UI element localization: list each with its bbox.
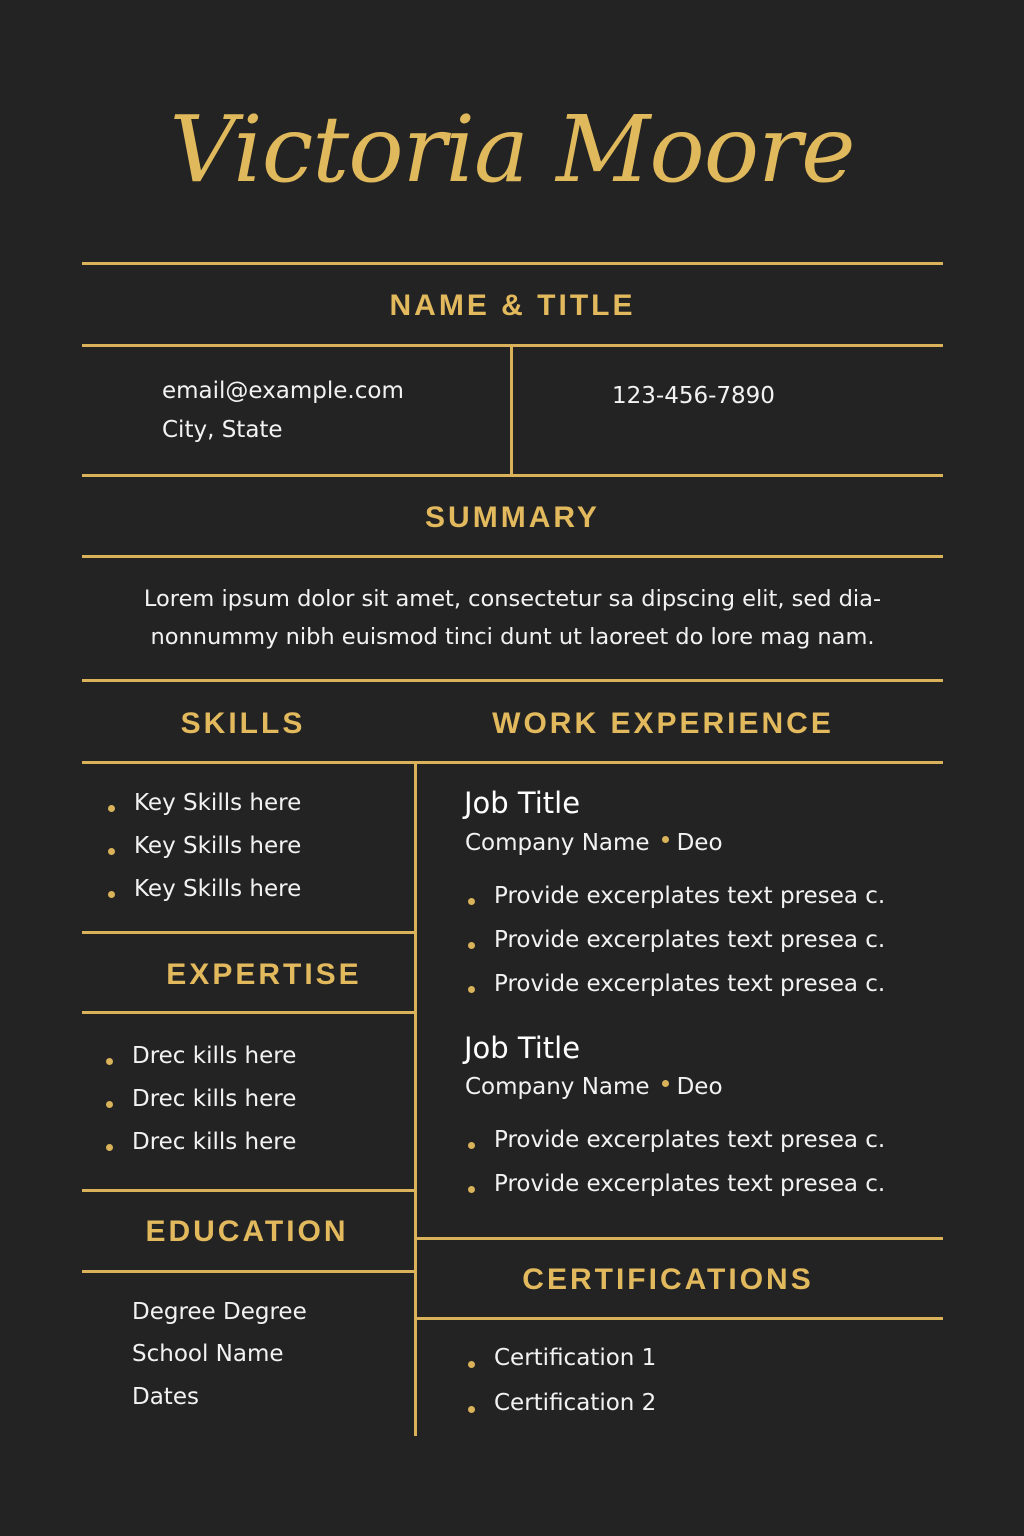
bullet-icon [468, 1186, 475, 1193]
divider-top [82, 262, 943, 265]
contact-phone: 123-456-7890 [612, 383, 775, 409]
divider-certifications-top [416, 1237, 943, 1240]
contact-email: email@example.com [162, 378, 404, 404]
summary-line-1: Lorem ipsum dolor sit amet, consectetur sa dipscing elit, sed dia- [143, 586, 882, 612]
separator-dot-icon [662, 1080, 669, 1087]
bullet-icon [468, 1361, 475, 1368]
summary-line-2: nonnummy nibh euismod tinci dunt ut laoreet do lore mag nam. [150, 624, 875, 650]
list-item: Drec kills here [104, 1082, 404, 1125]
divider-expertise-top [82, 1011, 416, 1014]
list-item: Provide excerplates text presea c. [466, 967, 936, 1011]
skills-heading: SKILLS [180, 707, 306, 740]
bullet-icon [468, 942, 475, 949]
education-school: School Name [132, 1341, 284, 1367]
bullet-icon [468, 986, 475, 993]
bullet-icon [106, 1101, 113, 1108]
divider-columns-top [82, 761, 943, 764]
list-item: Drec kills here [104, 1125, 404, 1168]
list-item: Certification 2 [466, 1386, 936, 1431]
work-heading: WORK EXPERIENCE [492, 707, 834, 740]
education-heading: EDUCATION [145, 1215, 349, 1248]
list-item: Provide excerplates text presea c. [466, 1123, 936, 1167]
list-item: Key Skills here [106, 829, 406, 872]
contact-heading: NAME & TITLE [389, 289, 636, 322]
expertise-list [104, 1039, 404, 1168]
bullet-icon [108, 805, 115, 812]
bullet-icon [106, 1058, 113, 1065]
education-dates: Dates [132, 1384, 199, 1410]
certifications-heading: CERTIFICATIONS [522, 1263, 814, 1296]
list-item: Provide excerplates text presea c. [466, 879, 936, 923]
resume-name: Victoria Moore [169, 96, 855, 203]
divider-contact-vertical [510, 344, 513, 477]
summary-heading: SUMMARY [425, 501, 600, 534]
job-1-bullets [466, 879, 936, 1011]
divider-expertise-bottom [82, 1189, 416, 1192]
bullet-icon [468, 898, 475, 905]
job-2-bullets [466, 1123, 936, 1211]
bullet-icon [106, 1144, 113, 1151]
bullet-icon [468, 1142, 475, 1149]
separator-dot-icon [662, 836, 669, 843]
skills-list [106, 786, 406, 915]
job-company-2: Company Name Deo [465, 1074, 723, 1100]
divider-column-vertical [414, 761, 417, 1436]
education-degree: Degree Degree [132, 1299, 307, 1325]
divider-education-top [82, 1270, 416, 1273]
divider-summary-top [82, 555, 943, 558]
job-title-2: Job Title [464, 1031, 581, 1065]
list-item: Key Skills here [106, 786, 406, 829]
list-item: Key Skills here [106, 872, 406, 915]
bullet-icon [108, 891, 115, 898]
divider-certifications-bottom [416, 1317, 943, 1320]
divider-skills-bottom [82, 931, 416, 934]
bullet-icon [108, 848, 115, 855]
list-item: Provide excerplates text presea c. [466, 923, 936, 967]
job-company-1: Company Name Deo [465, 830, 723, 856]
job-title-1: Job Title [464, 786, 581, 820]
list-item: Drec kills here [104, 1039, 404, 1082]
contact-location: City, State [162, 417, 283, 443]
divider-summary-bottom [82, 679, 943, 682]
certifications-list [466, 1341, 936, 1431]
list-item: Provide excerplates text presea c. [466, 1167, 936, 1211]
bullet-icon [468, 1406, 475, 1413]
list-item: Certification 1 [466, 1341, 936, 1386]
expertise-heading: EXPERTISE [166, 958, 362, 991]
